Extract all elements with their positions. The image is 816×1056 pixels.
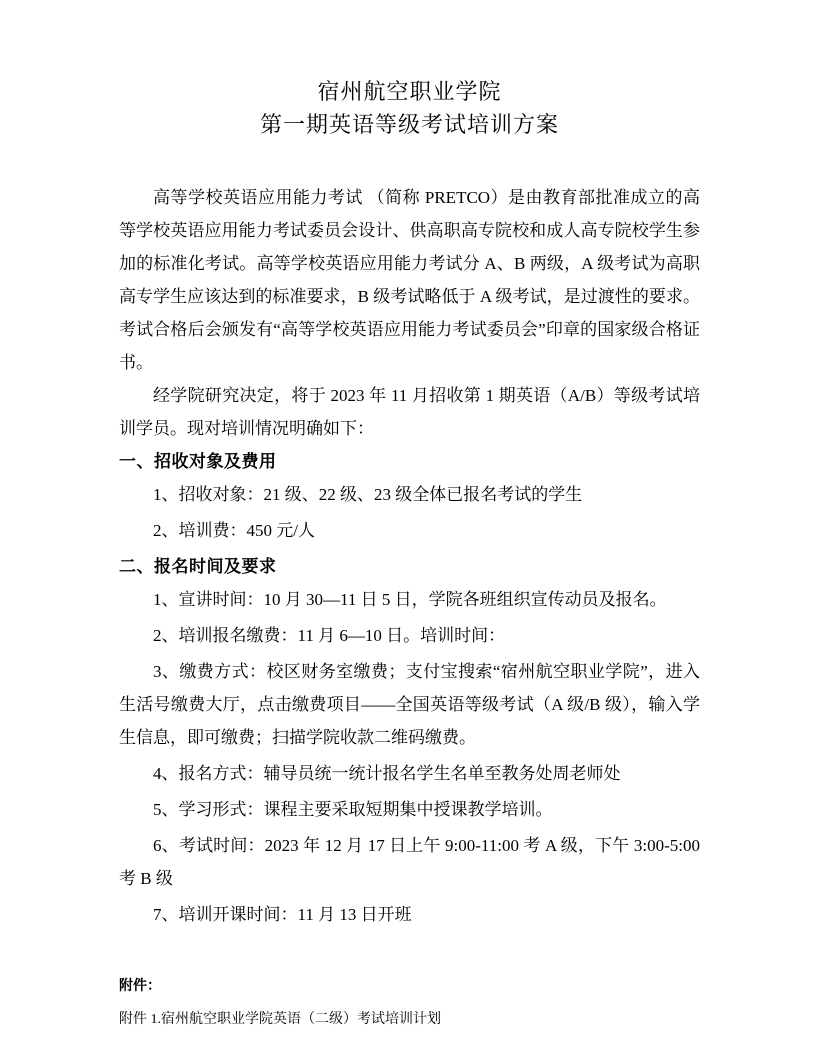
document-title-line2: 第一期英语等级考试培训方案 [259, 112, 559, 137]
attachment-item-1: 附件 1.宿州航空职业学院英语（二级）考试培训计划 [119, 1012, 441, 1027]
section-2-item-3: 3、缴费方式：校区财务室缴费；支付宝搜索“宿州航空职业学院”，进入生活号缴费大厅，点击缴费项目——全国英语等级考试（A 级/B 级），输入学生信息，即可缴费；扫描学院收款二维码缴费。 [119, 662, 700, 747]
section-2-item-5: 5、学习形式：课程主要采取短期集中授课教学培训。 [153, 800, 553, 819]
paragraph-decision: 经学院研究决定，将于 2023 年 11 月招收第 1 期英语（A/B）等级考试培训学员。现对培训情况明确如下： [119, 386, 700, 438]
section-1-item-1: 1、招收对象：21 级、22 级、23 级全体已报名考试的学生 [153, 485, 583, 504]
section-2-item-1: 1、宣讲时间：10 月 30—11 日 5 日，学院各班组织宣传动员及报名。 [153, 590, 667, 609]
section-1-item-2: 2、培训费：450 元/人 [153, 521, 315, 540]
paragraph-intro: 高等学校英语应用能力考试 （简称 PRETCO）是由教育部批准成立的高等学校英语应用能力考试委员会设计、供高职高专院校和成人高专院校学生参加的标准化考试。高等学校英语应用能力考试分 A、B 两级，A 级考试为高职高专学生应该达到的标准要求，B 级考试略低于 A 级考试，是过渡性的要求。考试合格后会颁发有“高等学校英语应用能力考试委员会”印章的国家级合格证书。 [119, 188, 701, 372]
document-title-block [119, 75, 700, 141]
section-2-item-2: 2、培训报名缴费：11 月 6—10 日。培训时间： [153, 626, 506, 645]
document-title-line1: 宿州航空职业学院 [317, 79, 502, 104]
section-1-heading: 一、招收对象及费用 [119, 452, 277, 471]
attachments-heading: 附件： [119, 977, 161, 993]
section-2-item-7: 7、培训开课时间：11 月 13 日开班 [153, 905, 412, 924]
attachments-block [119, 975, 700, 1030]
section-2-item-6: 6、考试时间：2023 年 12 月 17 日上午 9:00-11:00 考 A 级，下午 3:00-5:00 考 B 级 [119, 836, 700, 888]
section-2-item-4: 4、报名方式：辅导员统一统计报名学生名单至教务处周老师处 [153, 764, 621, 783]
section-2-heading: 二、报名时间及要求 [119, 557, 277, 576]
